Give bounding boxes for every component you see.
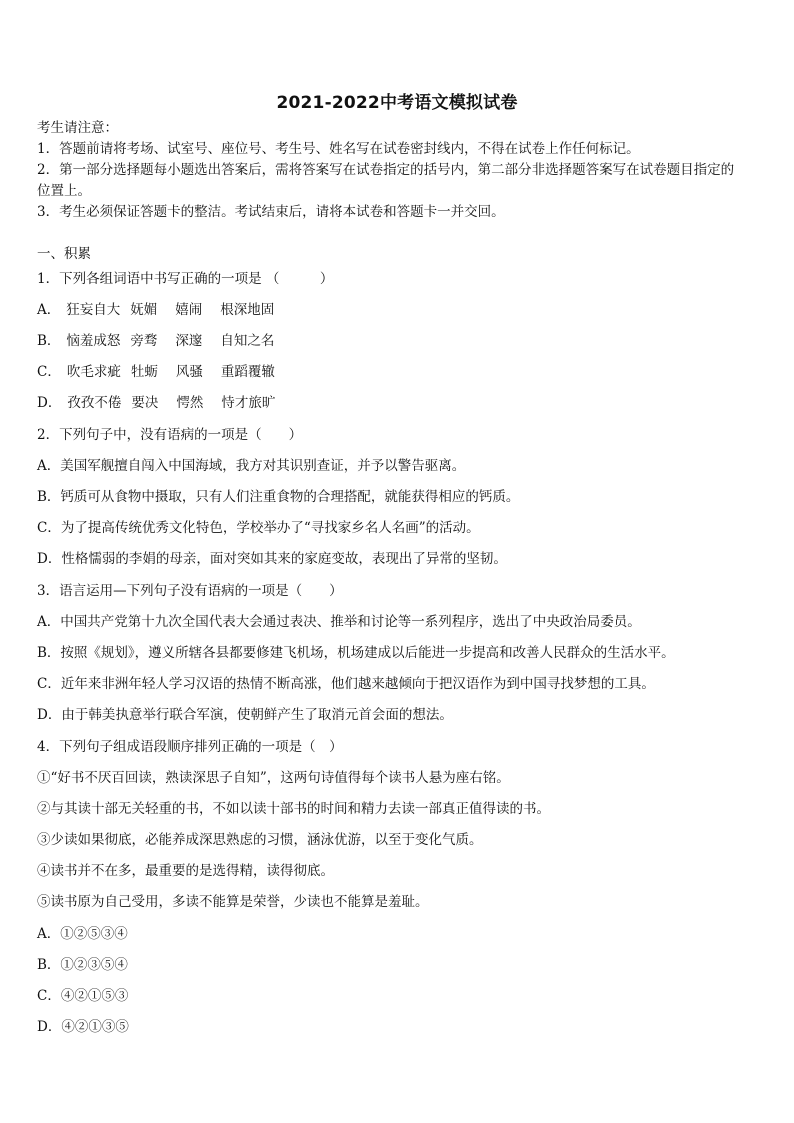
option-word: 狂妄自大 xyxy=(66,302,121,318)
q4-stem: 4．下列句子组成语段顺序排列正确的一项是（ ） xyxy=(37,739,343,755)
notice-item-1: 1．答题前请将考场、试室号、座位号、考生号、姓名写在试卷密封线内，不得在试卷上作任何标记。 xyxy=(37,141,640,157)
notice-item-3: 3．考生必须保证答题卡的整洁。考试结束后，请将本试卷和答题卡一并交回。 xyxy=(37,204,505,220)
option-label: A． xyxy=(37,302,61,318)
q4-sentence-3: ③少读如果彻底，必能养成深思熟虑的习惯，涵泳优游，以至于变化气质。 xyxy=(37,832,483,848)
option-word: 妩媚 xyxy=(130,302,158,318)
q2-option-c: C．为了提高传统优秀文化特色，学校举办了“寻找家乡名人名画”的活动。 xyxy=(37,520,480,536)
notice-item-2: 2．第一部分选择题每小题选出答案后，需将答案写在试卷指定的括号内，第二部分非选择题答案写在试卷题目指定的 xyxy=(37,162,735,178)
q4-sentence-5: ⑤读书原为自己受用，多读不能算是荣誉，少读也不能算是羞耻。 xyxy=(37,894,429,910)
option-word: 嬉闹 xyxy=(175,302,203,318)
q4-sentence-4: ④读书并不在多，最重要的是选得精，读得彻底。 xyxy=(37,863,334,879)
q3-stem: 3．语言运用—下列句子没有语病的一项是（ ） xyxy=(37,583,343,599)
q3-option-c: C．近年来非洲年轻人学习汉语的热情不断高涨，他们越来越倾向于把汉语作为到中国寻找梦想的工具。 xyxy=(37,676,655,692)
q3-option-b: B．按照《规划》，遵义所辖各县都要修建飞机场，机场建成以后能进一步提高和改善人民群众的生活水平。 xyxy=(37,645,675,661)
q2-option-b: B．钙质可从食物中摄取，只有人们注重食物的合理搭配，就能获得相应的钙质。 xyxy=(37,489,520,505)
q2-stem: 2．下列句子中，没有语病的一项是（ ） xyxy=(37,427,303,443)
q1-stem: 1．下列各组词语中书写正确的一项是 （ ） xyxy=(37,271,334,287)
section-heading: 一、积累 xyxy=(37,246,91,262)
q3-option-d: D．由于韩美执意举行联合军演，使朝鲜产生了取消元首会面的想法。 xyxy=(37,707,453,723)
q4-option-d: D．④②①③⑤ xyxy=(37,1019,129,1035)
q4-option-c: C．④②①⑤③ xyxy=(37,988,129,1004)
option-word: 牡蛎 xyxy=(130,364,158,380)
option-word: 孜孜不倦 xyxy=(67,395,122,411)
option-word: 恼羞成怒 xyxy=(66,333,121,349)
q4-option-a: A．①②⑤③④ xyxy=(37,926,128,942)
q3-option-a: A．中国共产党第十九次全国代表大会通过表决、推举和讨论等一系列程序，选出了中央政治局委员。 xyxy=(37,614,641,630)
option-label: C． xyxy=(37,364,61,380)
option-word: 旁骛 xyxy=(130,333,158,349)
q1-option-c xyxy=(37,363,293,381)
q1-option-b xyxy=(37,332,292,350)
option-word: 风骚 xyxy=(175,364,203,380)
notice-heading: 考生请注意： xyxy=(37,120,118,136)
option-word: 愕然 xyxy=(176,395,204,411)
option-word: 重蹈覆辙 xyxy=(220,364,275,380)
notice-item-2-cont: 位置上。 xyxy=(37,183,91,199)
option-word: 吹毛求疵 xyxy=(66,364,121,380)
option-word: 恃才旅旷 xyxy=(221,395,276,411)
q4-option-b: B．①②③⑤④ xyxy=(37,957,128,973)
q1-option-a xyxy=(37,301,292,319)
option-label: B． xyxy=(37,333,61,349)
q4-sentence-2: ②与其读十部无关轻重的书，不如以读十部书的时间和精力去读一部真正值得读的书。 xyxy=(37,801,550,817)
option-word: 要决 xyxy=(131,395,159,411)
page-title: 2021-2022中考语文模拟试卷 xyxy=(276,93,518,113)
q2-option-a: A．美国军舰擅自闯入中国海域，我方对其识别查证，并予以警告驱离。 xyxy=(37,458,466,474)
q4-sentence-1: ①“好书不厌百回读，熟读深思子自知”，这两句诗值得每个读书人悬为座右铭。 xyxy=(37,770,510,786)
q2-option-d: D．性格懦弱的李娟的母亲，面对突如其来的家庭变故，表现出了异常的坚韧。 xyxy=(37,551,507,567)
option-word: 深邃 xyxy=(175,333,203,349)
q1-option-d xyxy=(37,394,293,412)
option-label: D． xyxy=(37,395,62,411)
option-word: 根深地固 xyxy=(220,302,275,318)
option-word: 自知之名 xyxy=(220,333,275,349)
